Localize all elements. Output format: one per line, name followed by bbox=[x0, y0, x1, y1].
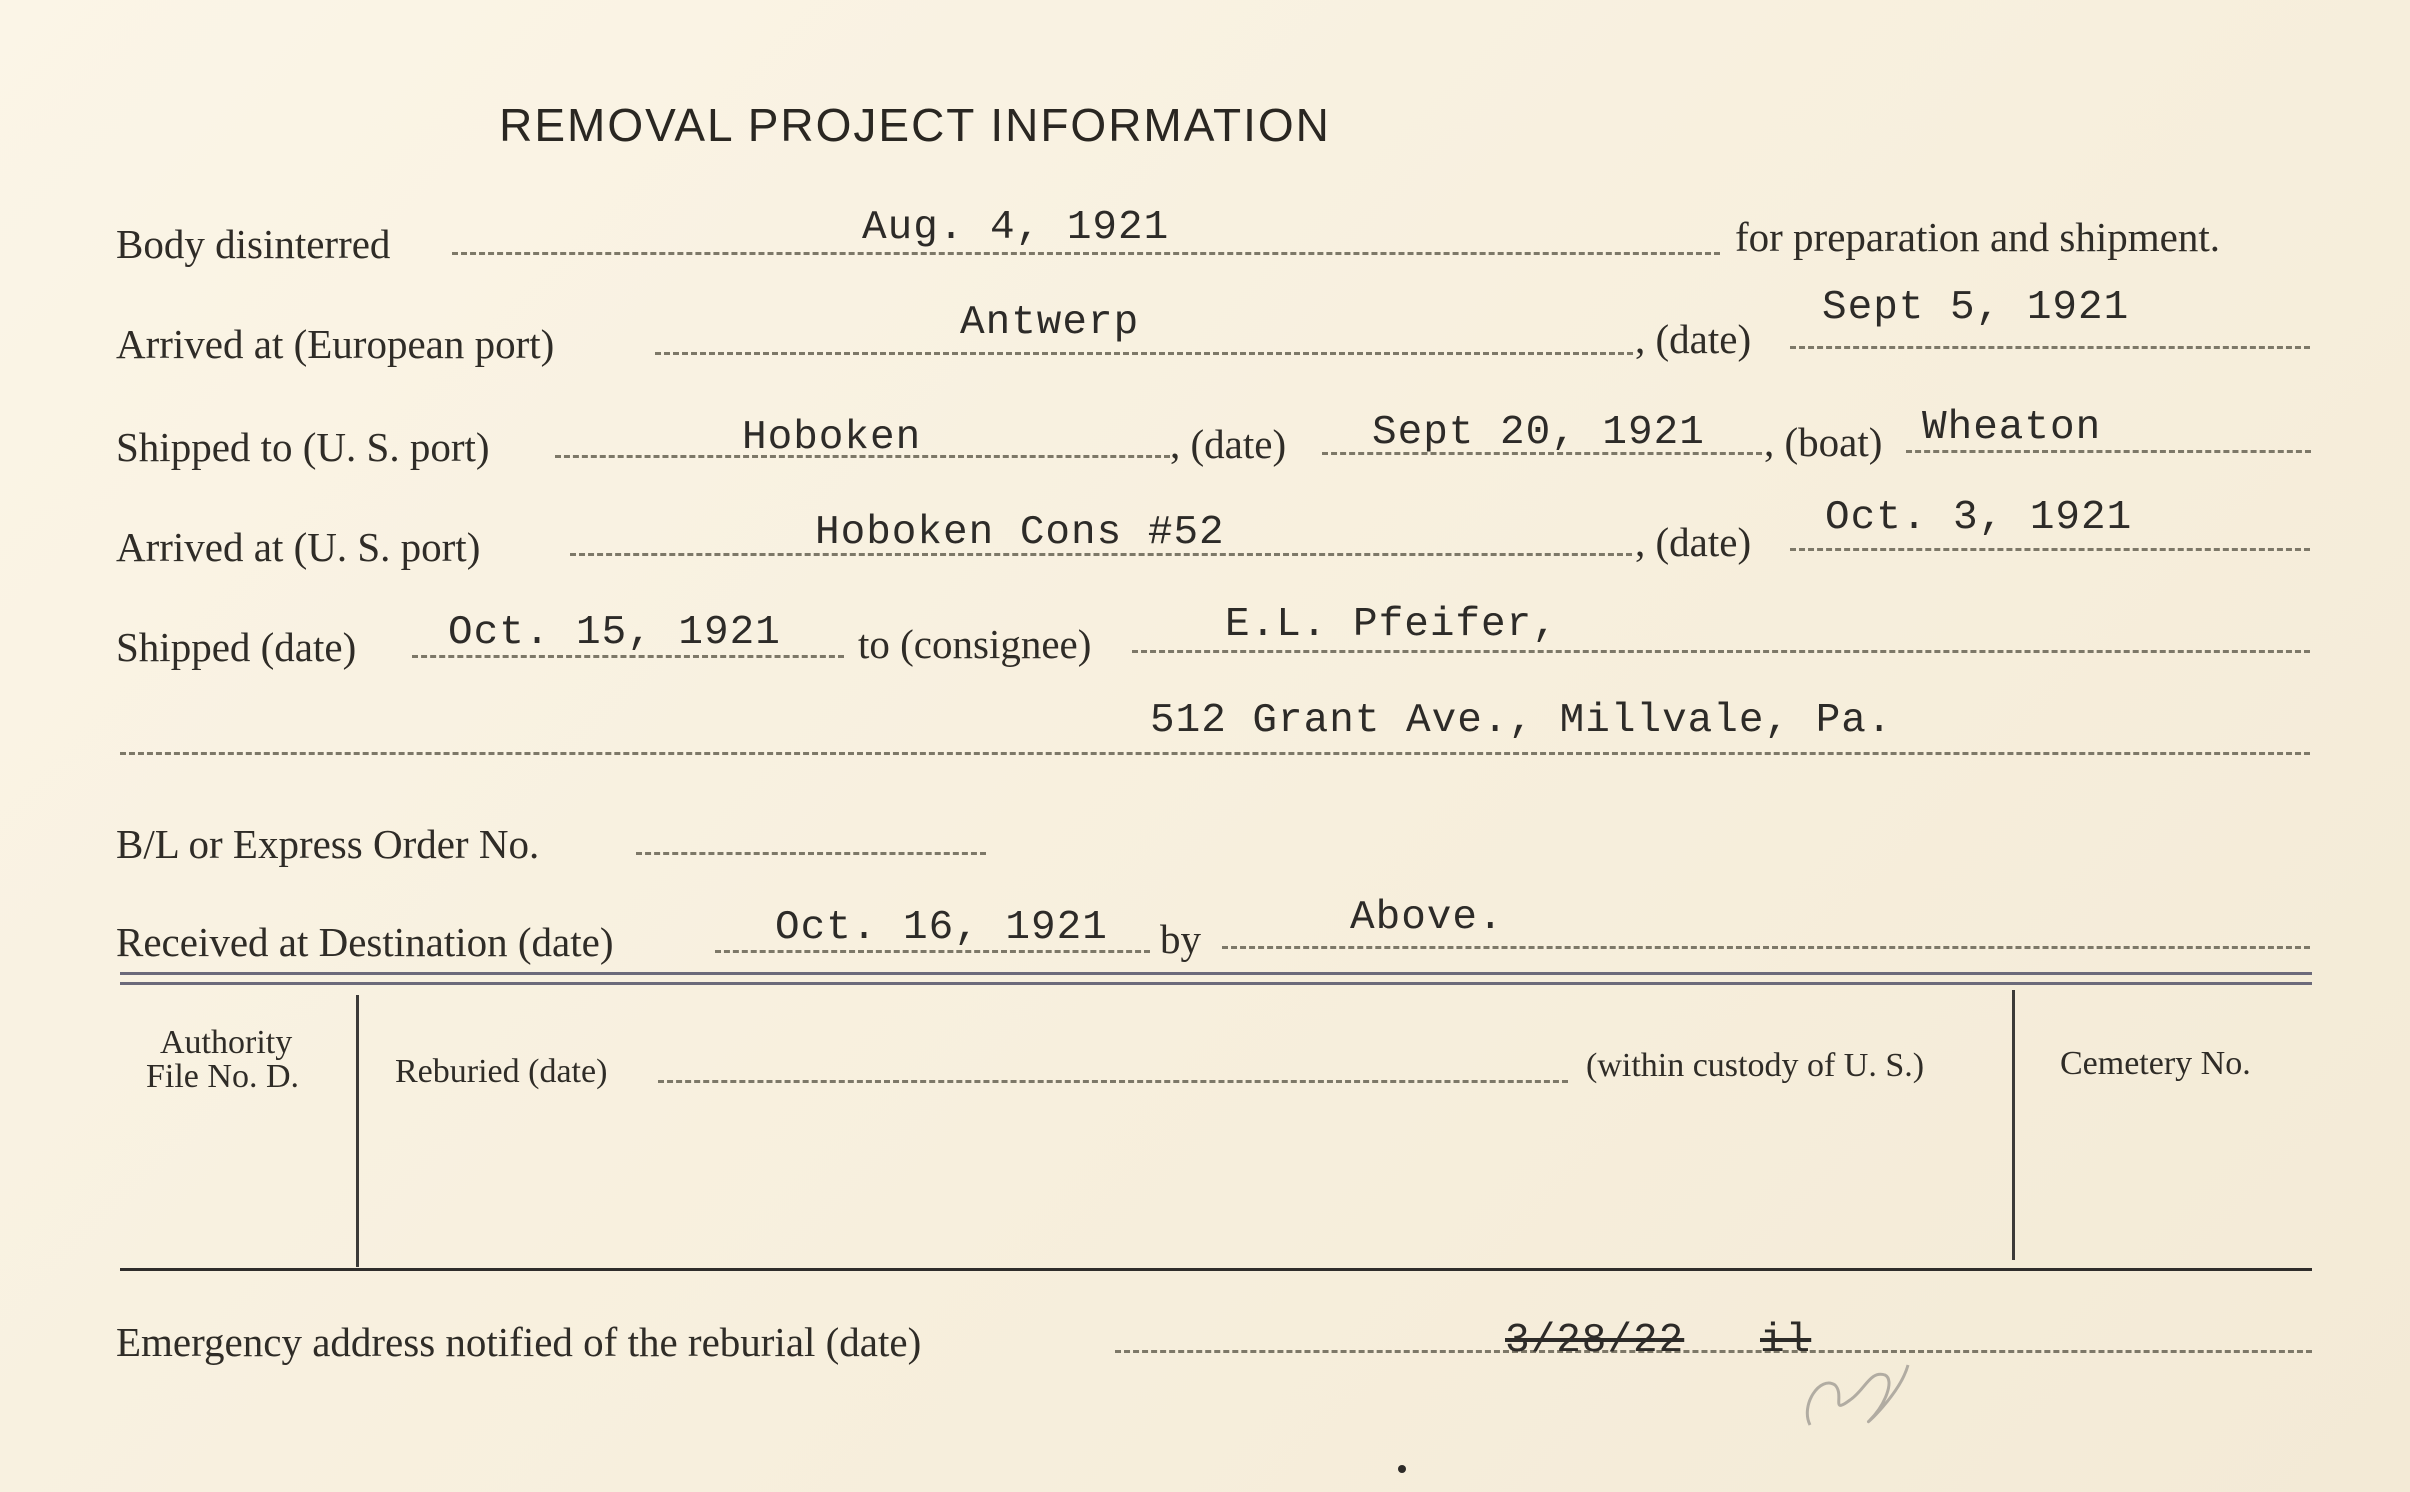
consignee-label: to (consignee) bbox=[858, 621, 1092, 667]
disinterred-value: Aug. 4, 1921 bbox=[862, 205, 1170, 251]
disinterred-label: Body disinterred bbox=[116, 221, 391, 267]
shipped-label: Shipped (date) bbox=[116, 624, 357, 670]
table-divider-left bbox=[356, 995, 359, 1267]
shipped-us-date: Sept 20, 1921 bbox=[1372, 410, 1705, 456]
disinterred-line bbox=[452, 252, 1720, 255]
emergency-value: 3/28/22 bbox=[1505, 1318, 1685, 1364]
double-rule-bottom bbox=[120, 982, 2312, 985]
reburied-label: Reburied (date) bbox=[395, 1053, 608, 1090]
arrived-us-value: Hoboken Cons #52 bbox=[815, 510, 1225, 556]
received-label: Received at Destination (date) bbox=[116, 919, 614, 965]
eu-port-line bbox=[655, 352, 1633, 355]
bl-label: B/L or Express Order No. bbox=[116, 821, 540, 867]
eu-port-label: Arrived at (European port) bbox=[116, 321, 555, 367]
bl-line bbox=[636, 852, 986, 855]
reburied-line bbox=[658, 1080, 1568, 1083]
shipped-us-boat-label: , (boat) bbox=[1764, 419, 1883, 465]
consignee-line bbox=[1132, 650, 2310, 653]
arrived-us-date-line bbox=[1790, 548, 2310, 551]
disinterred-suffix: for preparation and shipment. bbox=[1735, 214, 2221, 260]
shipped-us-label: Shipped to (U. S. port) bbox=[116, 424, 490, 470]
consignee-name: E.L. Pfeifer, bbox=[1225, 602, 1558, 648]
cemetery-label: Cemetery No. bbox=[2060, 1045, 2251, 1082]
shipped-us-value: Hoboken bbox=[742, 415, 922, 461]
authority-label-2: File No. D. bbox=[146, 1058, 299, 1095]
double-rule-top bbox=[120, 972, 2312, 975]
eu-port-value: Antwerp bbox=[960, 300, 1140, 346]
shipped-us-date-label: , (date) bbox=[1170, 421, 1287, 467]
ink-dot bbox=[1398, 1465, 1406, 1473]
received-by-label: by bbox=[1160, 916, 1201, 962]
pencil-initials-mark bbox=[1790, 1345, 1920, 1445]
received-by: Above. bbox=[1350, 895, 1504, 941]
shipped-date: Oct. 15, 1921 bbox=[448, 610, 781, 656]
custody-label: (within custody of U. S.) bbox=[1586, 1047, 1925, 1084]
table-divider-right bbox=[2012, 990, 2015, 1260]
authority-label-1: Authority bbox=[160, 1024, 293, 1061]
consignee-address: 512 Grant Ave., Millvale, Pa. bbox=[1150, 698, 1893, 744]
table-bottom-rule bbox=[120, 1268, 2312, 1271]
card-title: REMOVAL PROJECT INFORMATION bbox=[499, 99, 1331, 151]
eu-port-date-label: , (date) bbox=[1635, 316, 1752, 362]
address-line bbox=[120, 752, 2310, 755]
emergency-initials-typed: il bbox=[1760, 1318, 1812, 1364]
arrived-us-date-label: , (date) bbox=[1635, 519, 1752, 565]
emergency-line bbox=[1115, 1350, 2312, 1353]
eu-port-date: Sept 5, 1921 bbox=[1822, 285, 2130, 331]
eu-port-date-line bbox=[1790, 346, 2310, 349]
received-date: Oct. 16, 1921 bbox=[775, 905, 1108, 951]
arrived-us-date: Oct. 3, 1921 bbox=[1825, 495, 2133, 541]
arrived-us-label: Arrived at (U. S. port) bbox=[116, 524, 481, 570]
shipped-us-boat: Wheaton bbox=[1922, 405, 2102, 451]
emergency-label: Emergency address notified of the reburial (date) bbox=[116, 1319, 922, 1365]
received-by-line bbox=[1222, 946, 2310, 949]
